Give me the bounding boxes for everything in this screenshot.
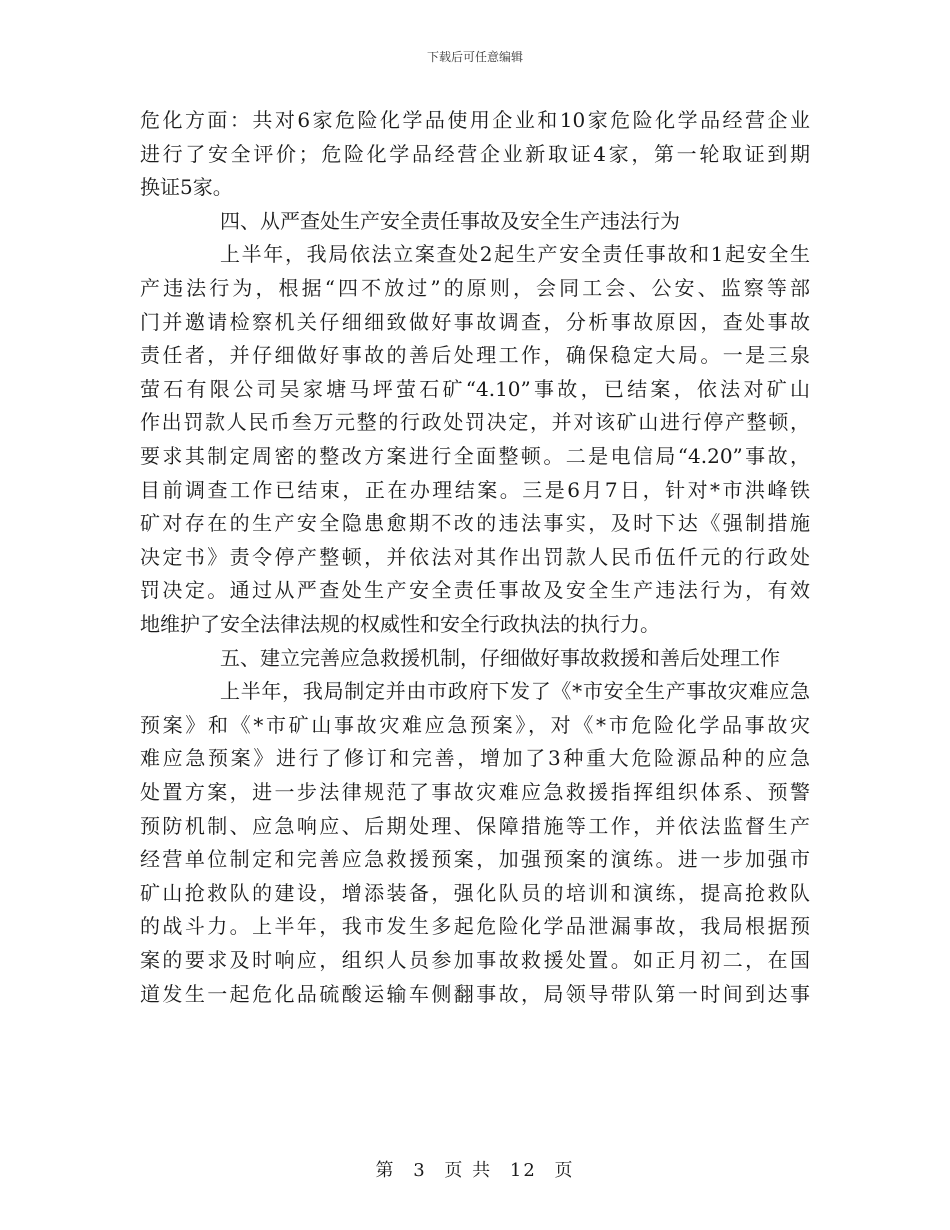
text-line: 进行了安全评价；危险化学品经营企业新取证4家，第一轮取证到期 <box>140 141 810 166</box>
text-line: 道发生一起危化品硫酸运输车侧翻事故，局领导带队第一时间到达事 <box>140 981 810 1006</box>
text-line: 上半年，我局制定并由市政府下发了《*市安全生产事故灾难应急 <box>220 679 810 704</box>
text-line: 四、从严查处生产安全责任事故及安全生产违法行为 <box>220 208 680 233</box>
text-line: 案的要求及时响应，组织人员参加事故救援处置。如正月初二，在国 <box>140 948 810 972</box>
text-line: 的战斗力。上半年，我市发生多起危险化学品泄漏事故，我局根据预 <box>140 914 810 939</box>
footer-middle: 页 共 <box>444 1160 493 1181</box>
footer-prefix: 第 <box>375 1160 396 1181</box>
text-line: 萤石有限公司吴家塘马坪萤石矿“4.10”事故，已结案，依法对矿山 <box>140 376 810 401</box>
text-line: 危化方面：共对6家危险化学品使用企业和10家危险化学品经营企业 <box>140 108 810 132</box>
footer-total-pages: 12 <box>509 1160 537 1181</box>
text-line: 预案》和《*市矿山事故灾难应急预案》，对《*市危险化学品事故灾 <box>140 712 810 737</box>
footer-page-number: 3 <box>413 1160 427 1181</box>
text-line: 换证5家。 <box>140 175 233 200</box>
text-line: 门并邀请检察机关仔细细致做好事故调查，分析事故原因，查处事故 <box>140 309 810 334</box>
text-line: 目前调查工作已结束，正在办理结案。三是6月7日，针对*市洪峰铁 <box>140 477 810 502</box>
text-line: 矿山抢救队的建设，增添装备，强化队员的培训和演练，提高抢救队 <box>140 880 810 905</box>
text-line: 矿对存在的生产安全隐患愈期不改的违法事实，及时下达《强制措施 <box>140 511 810 536</box>
text-line: 经营单位制定和完善应急救援预案，加强预案的演练。进一步加强市 <box>140 847 810 872</box>
text-line: 处置方案，进一步法律规范了事故灾难应急救援指挥组织体系、预警 <box>140 780 810 804</box>
text-line: 要求其制定周密的整改方案进行全面整顿。二是电信局“4.20”事故， <box>140 444 810 468</box>
text-line: 产违法行为，根据“四不放过”的原则，会同工会、公安、监察等部 <box>140 276 810 300</box>
page-header: 下载后可任意编辑 <box>426 50 523 64</box>
footer-suffix: 页 <box>554 1160 575 1181</box>
text-line: 作出罚款人民币叁万元整的行政处罚决定，并对该矿山进行停产整顿， <box>140 410 810 435</box>
text-line: 预防机制、应急响应、后期处理、保障措施等工作，并依法监督生产 <box>140 813 810 838</box>
text-line: 地维护了安全法律法规的权威性和安全行政执法的执行力。 <box>140 612 660 636</box>
text-line: 五、建立完善应急救援机制，仔细做好事故救援和善后处理工作 <box>220 645 780 670</box>
text-line: 罚决定。通过从严查处生产安全责任事故及安全生产违法行为，有效 <box>140 578 810 603</box>
text-line: 责任者，并仔细做好事故的善后处理工作，确保稳定大局。一是三泉 <box>140 343 810 368</box>
text-line: 难应急预案》进行了修订和完善，增加了3种重大危险源品种的应急 <box>140 746 810 771</box>
text-line: 上半年，我局依法立案查处2起生产安全责任事故和1起安全生 <box>220 242 810 267</box>
text-line: 决定书》责令停产整顿，并依法对其作出罚款人民币伍仟元的行政处 <box>140 544 810 569</box>
page-footer <box>0 1156 950 1182</box>
